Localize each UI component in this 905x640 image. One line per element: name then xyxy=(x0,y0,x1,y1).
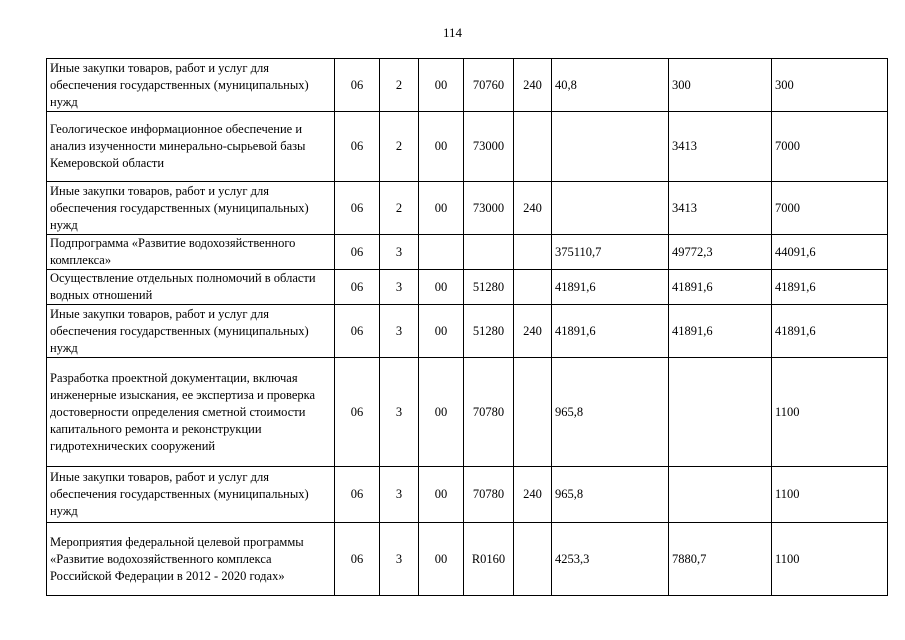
cell-value-1: 4253,3 xyxy=(552,523,669,596)
cell-value-1: 375110,7 xyxy=(552,235,669,270)
cell-expense-type xyxy=(514,270,552,305)
table-row xyxy=(47,358,888,467)
cell-section: 06 xyxy=(335,182,380,235)
cell-target-item: 73000 xyxy=(464,182,514,235)
row-name: Геологическое информационное обеспечение и анализ изученности минерально-сырьевой базы Кемеровской области xyxy=(47,112,335,182)
row-name: Разработка проектной документации, включая инженерные изыскания, ее экспертиза и проверка достоверности определения сметной стоимости капитального ремонта и реконструкции гидротехнических сооружений xyxy=(47,358,335,467)
cell-value-2: 7880,7 xyxy=(669,523,772,596)
cell-expense-type: 240 xyxy=(514,59,552,112)
table-row xyxy=(47,270,888,305)
cell-target-item: 73000 xyxy=(464,112,514,182)
cell-section: 06 xyxy=(335,59,380,112)
cell-value-2 xyxy=(669,467,772,523)
cell-expense-type: 240 xyxy=(514,182,552,235)
cell-value-2: 41891,6 xyxy=(669,270,772,305)
cell-value-3: 300 xyxy=(772,59,888,112)
cell-code: 00 xyxy=(419,270,464,305)
cell-value-1: 41891,6 xyxy=(552,305,669,358)
cell-subsection: 3 xyxy=(380,467,419,523)
cell-value-3: 41891,6 xyxy=(772,305,888,358)
cell-subsection: 3 xyxy=(380,523,419,596)
cell-value-1: 965,8 xyxy=(552,358,669,467)
cell-value-3: 41891,6 xyxy=(772,270,888,305)
cell-value-2: 300 xyxy=(669,59,772,112)
table-row xyxy=(47,59,888,112)
cell-target-item: 51280 xyxy=(464,305,514,358)
cell-value-3: 7000 xyxy=(772,112,888,182)
cell-expense-type: 240 xyxy=(514,305,552,358)
cell-value-2: 41891,6 xyxy=(669,305,772,358)
table-row xyxy=(47,305,888,358)
cell-section: 06 xyxy=(335,270,380,305)
cell-subsection: 2 xyxy=(380,182,419,235)
cell-value-2: 3413 xyxy=(669,112,772,182)
cell-section: 06 xyxy=(335,112,380,182)
row-name: Иные закупки товаров, работ и услуг для обеспечения государственных (муниципальных) нужд xyxy=(47,467,335,523)
cell-code: 00 xyxy=(419,59,464,112)
cell-expense-type xyxy=(514,358,552,467)
cell-code xyxy=(419,235,464,270)
cell-target-item: 70760 xyxy=(464,59,514,112)
cell-section: 06 xyxy=(335,235,380,270)
cell-section: 06 xyxy=(335,358,380,467)
cell-value-3: 44091,6 xyxy=(772,235,888,270)
table-row xyxy=(47,235,888,270)
cell-code: 00 xyxy=(419,182,464,235)
cell-value-1: 965,8 xyxy=(552,467,669,523)
row-name: Иные закупки товаров, работ и услуг для обеспечения государственных (муниципальных) нужд xyxy=(47,59,335,112)
cell-subsection: 3 xyxy=(380,235,419,270)
cell-value-2: 49772,3 xyxy=(669,235,772,270)
cell-section: 06 xyxy=(335,523,380,596)
cell-subsection: 2 xyxy=(380,59,419,112)
cell-value-3: 7000 xyxy=(772,182,888,235)
cell-value-1 xyxy=(552,112,669,182)
cell-target-item: 70780 xyxy=(464,467,514,523)
table-row xyxy=(47,467,888,523)
row-name: Подпрограмма «Развитие водохозяйственного комплекса» xyxy=(47,235,335,270)
cell-expense-type xyxy=(514,112,552,182)
table-row xyxy=(47,112,888,182)
row-name: Иные закупки товаров, работ и услуг для обеспечения государственных (муниципальных) нужд xyxy=(47,305,335,358)
table-row xyxy=(47,523,888,596)
cell-expense-type xyxy=(514,523,552,596)
cell-subsection: 3 xyxy=(380,270,419,305)
cell-section: 06 xyxy=(335,305,380,358)
cell-subsection: 3 xyxy=(380,358,419,467)
table-row xyxy=(47,182,888,235)
row-name: Иные закупки товаров, работ и услуг для обеспечения государственных (муниципальных) нужд xyxy=(47,182,335,235)
cell-value-1: 40,8 xyxy=(552,59,669,112)
cell-code: 00 xyxy=(419,467,464,523)
page-number: 114 xyxy=(442,25,463,40)
cell-section: 06 xyxy=(335,467,380,523)
cell-target-item: 51280 xyxy=(464,270,514,305)
cell-value-2 xyxy=(669,358,772,467)
budget-table xyxy=(46,58,888,596)
cell-code: 00 xyxy=(419,112,464,182)
cell-subsection: 2 xyxy=(380,112,419,182)
row-name: Мероприятия федеральной целевой программы «Развитие водохозяйственного комплекса Российской Федерации в 2012 - 2020 годах» xyxy=(47,523,335,596)
cell-value-1: 41891,6 xyxy=(552,270,669,305)
cell-target-item: 70780 xyxy=(464,358,514,467)
cell-expense-type xyxy=(514,235,552,270)
cell-target-item xyxy=(464,235,514,270)
cell-expense-type: 240 xyxy=(514,467,552,523)
cell-subsection: 3 xyxy=(380,305,419,358)
cell-value-3: 1100 xyxy=(772,467,888,523)
cell-code: 00 xyxy=(419,358,464,467)
row-name: Осуществление отдельных полномочий в области водных отношений xyxy=(47,270,335,305)
cell-target-item: R0160 xyxy=(464,523,514,596)
cell-code: 00 xyxy=(419,305,464,358)
cell-value-2: 3413 xyxy=(669,182,772,235)
cell-value-3: 1100 xyxy=(772,523,888,596)
cell-value-1 xyxy=(552,182,669,235)
cell-value-3: 1100 xyxy=(772,358,888,467)
cell-code: 00 xyxy=(419,523,464,596)
